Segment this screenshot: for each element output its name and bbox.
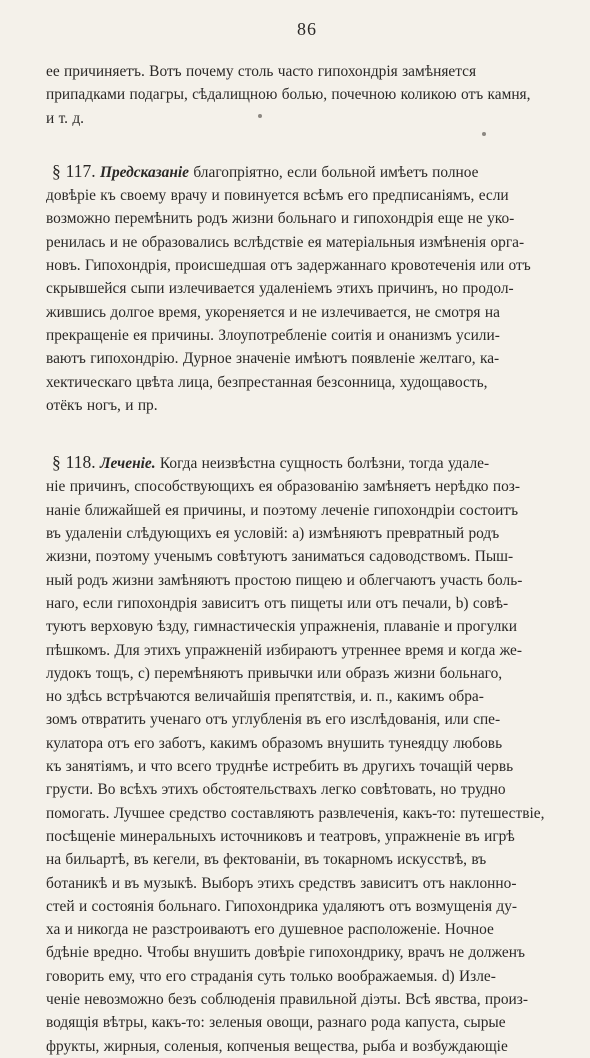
text-line: ченіе невозможно безъ соблюденія правильной діэты. Всѣ явства, произ- bbox=[46, 990, 528, 1008]
section-117-heading-line bbox=[46, 160, 568, 184]
text-line: на бильартѣ, въ кегели, въ фектованіи, въ токарномъ искусствѣ, въ bbox=[46, 851, 487, 869]
text-line: бдѣніе вредно. Чтобы внушить довѣріе гипохондрику, врачъ не долженъ bbox=[46, 944, 525, 962]
text-line: ха и никогда не разстроиваютъ его душевное расположеніе. Ночное bbox=[46, 921, 494, 939]
section-117-paragraph bbox=[46, 160, 568, 417]
text-line: и т. д. bbox=[46, 109, 85, 127]
section-118-title: Леченіе. bbox=[99, 455, 156, 473]
section-118-number: § 118. bbox=[52, 452, 96, 473]
text-line: водящія вѣтры, какъ-то: зеленыя овощи, разнаго рода капуста, сырые bbox=[46, 1014, 506, 1032]
text-line: ніе причинъ, способствующихъ ея образованію замѣняетъ нерѣдко поз- bbox=[46, 478, 520, 496]
section-118-heading-line bbox=[46, 451, 568, 475]
text-line: ренилась и не образовались вслѣдствіе ея матеріальныя измѣненія орга- bbox=[46, 233, 525, 251]
text-line: жизни, поэтому ученымъ совѣтуютъ заниматься садоводствомъ. Пыш- bbox=[46, 548, 514, 566]
text-line: ее причиняетъ. Вотъ почему столь часто гипохондрія замѣняется bbox=[46, 63, 477, 80]
text-line: помогать. Лучшее средство составляютъ развлеченія, какъ-то: путешествіе, bbox=[46, 804, 545, 822]
text-line: пѣшкомъ. Для этихъ упражненій избираютъ утреннее время и когда же- bbox=[46, 641, 523, 659]
text-line: припадками подагры, сѣдалищною болью, почечною коликою отъ камня, bbox=[46, 86, 531, 104]
text-line: жившись долгое время, укореняется и не излечивается, не смотря на bbox=[46, 303, 500, 321]
section-117-heading-text: благопріятно, если больной имѣетъ полное bbox=[189, 163, 479, 181]
ink-speck bbox=[482, 132, 486, 136]
text-line: ботаникѣ и въ музыкѣ. Выборъ этихъ средствъ зависитъ отъ наклонно- bbox=[46, 874, 517, 892]
text-line: скрывшейся сыпи излечивается удаленіемъ этихъ причинъ, но продол- bbox=[46, 280, 514, 298]
text-line: возможно перемѣнить родъ жизни больнаго и гипохондрія еще не уко- bbox=[46, 210, 515, 228]
text-line: лудокъ тощъ, с) перемѣняютъ привычки или образъ жизни больнаго, bbox=[46, 664, 503, 682]
text-line: стей и состоянія больнаго. Гипохондрика удаляютъ отъ возмущенія ду- bbox=[46, 897, 518, 915]
text-line: наніе ближайшей ея причины, и поэтому леченіе гипохондріи состоитъ bbox=[46, 501, 519, 519]
text-line: грусти. Во всѣхъ этихъ обстоятельствахъ легко совѣтовать, но трудно bbox=[46, 781, 506, 799]
text-line: ваютъ гипохондрію. Дурное значеніе имѣютъ появленіе желтаго, ка- bbox=[46, 350, 500, 368]
ink-speck bbox=[258, 114, 262, 118]
text-line: довѣріе къ своему врачу и повинуется всѣмъ его предписаніямъ, если bbox=[46, 187, 509, 205]
section-117-number: § 117. bbox=[52, 160, 96, 181]
section-117-title: Предсказаніе bbox=[99, 163, 190, 181]
text-line: въ удаленіи слѣдующихъ ея условій: а) измѣняютъ превратный родъ bbox=[46, 525, 500, 543]
text-line: туютъ верховую ѣзду, гимнастическія упражненія, плаваніе и прогулки bbox=[46, 618, 518, 636]
text-line: но здѣсь встрѣчаются величайшія препятствія, и. п., какимъ обра- bbox=[46, 688, 484, 706]
section-118-paragraph bbox=[46, 451, 568, 1058]
text-line: прекращеніе ея причины. Злоупотребленіе соитія и онанизмъ усили- bbox=[46, 326, 500, 344]
text-line: новъ. Гипохондрія, происшедшая отъ задержаннаго кровотеченія или отъ bbox=[46, 257, 531, 275]
section-118-heading-text: Когда неизвѣстна сущность болѣзни, тогда удале- bbox=[155, 455, 490, 473]
text-line: зомъ отвратить ученаго отъ углубленія въ его изслѣдованія, или спе- bbox=[46, 711, 501, 729]
intro-paragraph bbox=[46, 60, 568, 130]
text-line: хектическаго цвѣта лица, безпрестанная безсонница, худощавость, bbox=[46, 373, 488, 391]
text-line: къ занятіямъ, и что всего труднѣе истребить въ другихъ точащій червь bbox=[46, 758, 514, 776]
text-line: наго, если гипохондрія зависитъ отъ пищеты или отъ печали, b) совѣ- bbox=[46, 594, 509, 612]
text-line: ный родъ жизни замѣняютъ простою пищею и облегчаютъ участь боль- bbox=[46, 571, 523, 589]
page-number: 86 bbox=[297, 19, 317, 39]
text-line: фрукты, жирныя, соленыя, копченыя вещества, рыба и возбуждающіе bbox=[46, 1037, 508, 1055]
text-line: посѣщеніе минеральныхъ источниковъ и театровъ, упражненіе въ игрѣ bbox=[46, 827, 515, 845]
text-line: отёкъ ногъ, и пр. bbox=[46, 396, 158, 414]
text-line: говорить ему, что его страданія суть только воображаемыя. d) Изле- bbox=[46, 967, 496, 985]
text-line: кулатора отъ его заботъ, какимъ образомъ внушить тунеядцу любовь bbox=[46, 734, 503, 752]
